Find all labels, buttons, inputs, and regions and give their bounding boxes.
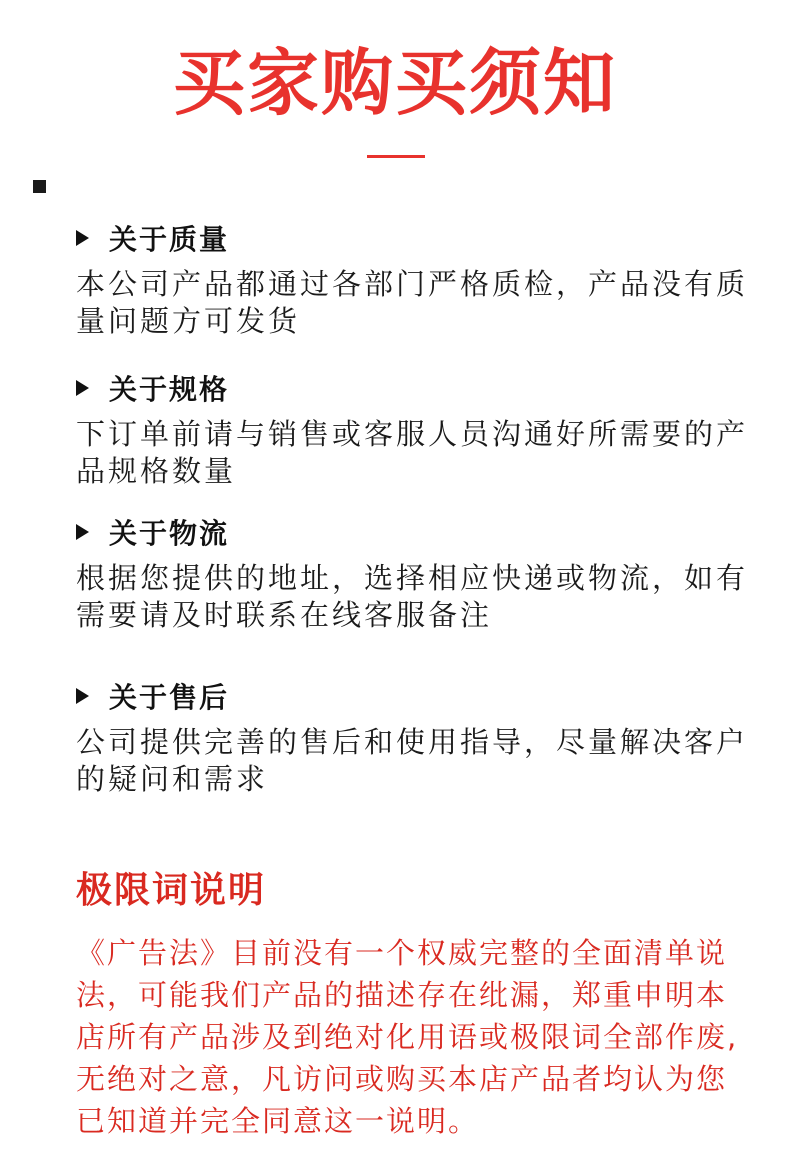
triangle-bullet-icon — [76, 524, 89, 540]
section-body: 根据您提供的地址，选择相应快递或物流，如有需要请及时联系在线客服备注 — [76, 561, 749, 632]
section-heading-text: 关于物流 — [109, 517, 230, 550]
section-heading — [76, 218, 756, 258]
section-body: 公司提供完善的售后和使用指导，尽量解决客户的疑问和需求 — [76, 725, 749, 796]
section-logistics — [76, 512, 756, 634]
section-aftersales — [76, 676, 756, 798]
triangle-bullet-icon — [76, 230, 89, 246]
section-quality — [76, 218, 756, 340]
triangle-bullet-icon — [76, 688, 89, 704]
section-heading-text: 关于规格 — [109, 373, 230, 406]
section-heading-text: 关于售后 — [109, 681, 230, 714]
section-heading-text: 关于质量 — [109, 223, 230, 256]
section-body: 下订单前请与销售或客服人员沟通好所需要的产品规格数量 — [76, 417, 749, 488]
title-divider — [367, 155, 425, 158]
square-bullet-icon — [33, 180, 46, 193]
page-title: 买家购买须知 — [172, 41, 617, 125]
section-heading — [76, 368, 756, 408]
section-spec — [76, 368, 756, 490]
triangle-bullet-icon — [76, 380, 89, 396]
section-heading — [76, 676, 756, 716]
section-heading — [76, 512, 756, 552]
section-body: 本公司产品都通过各部门严格质检，产品没有质量问题方可发货 — [76, 267, 749, 338]
notice-title: 极限词说明 — [76, 870, 267, 911]
notice-body: 《广告法》目前没有一个权威完整的全面清单说法，可能我们产品的描述存在纰漏，郑重申明本店所有产品涉及到绝对化用语或极限词全部作废,无绝对之意，凡访问或购买本店产品者均认为您已知道并完全同意这一说明。 — [76, 936, 739, 1138]
